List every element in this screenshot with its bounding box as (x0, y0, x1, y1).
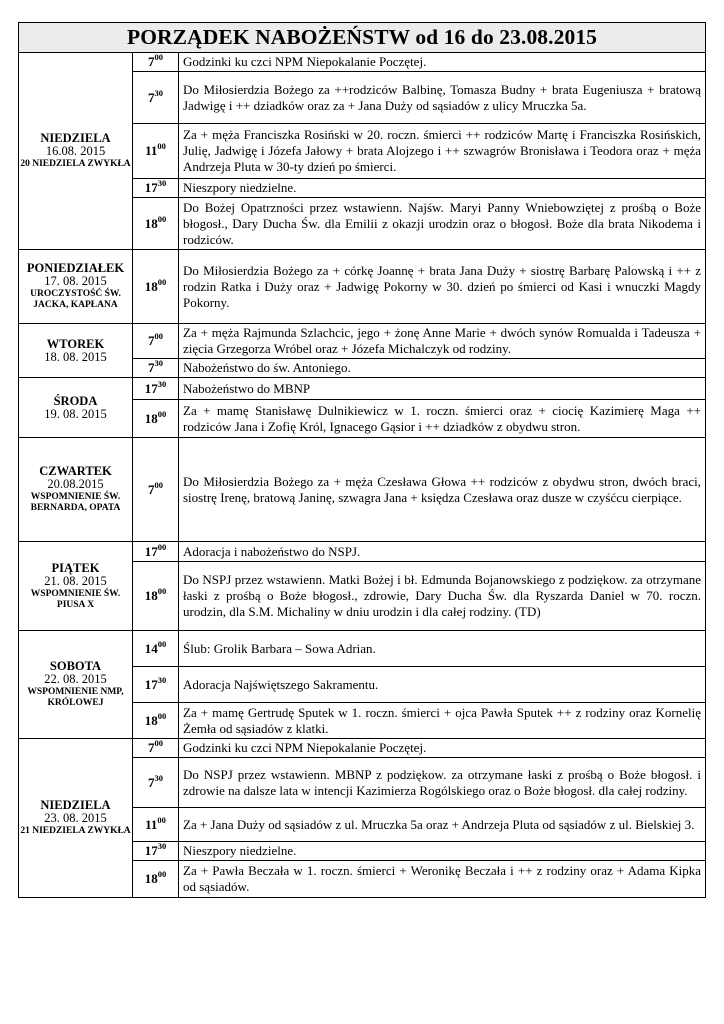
mass-minutes: 00 (157, 276, 167, 287)
day-name: NIEDZIELA (40, 131, 111, 145)
mass-minutes: 30 (157, 841, 167, 851)
mass-intention: Za + Pawła Beczała w 1. roczn. śmierci + Weronikę Beczała i ++ z rodziny oraz + Adama Kipka od sąsiadów. (179, 861, 706, 898)
mass-hour: 11 (145, 143, 158, 158)
mass-time (133, 72, 179, 124)
mass-time (133, 808, 179, 842)
day-date: 21. 08. 2015 (44, 573, 107, 588)
day-name: PIĄTEK (51, 560, 100, 575)
mass-time (133, 631, 179, 667)
schedule-sheet (18, 22, 705, 898)
day-name: WTOREK (46, 336, 105, 351)
mass-intention: Godzinki ku czci NPM Niepokalanie Poczętej. (179, 739, 706, 758)
mass-minutes: 30 (157, 378, 167, 389)
mass-intention: Ślub: Grolik Barbara – Sowa Adrian. (179, 631, 706, 667)
day-name: CZWARTEK (39, 464, 112, 478)
mass-intention: Do Miłosierdzia Bożego za + córkę Joannę + brata Jana Duży + siostrę Barbarę Palowską i ++ z rodzin Ratka i Duży oraz + Jadwigę Pokorny w 30. dzień po śmierci od Kasi i wnuczki Magdy Pokorny. (179, 250, 706, 324)
mass-hour: 17 (144, 676, 158, 692)
mass-time (133, 703, 179, 739)
mass-intention: Nabożeństwo do św. Antoniego. (179, 359, 706, 378)
day-cell (19, 438, 133, 542)
mass-minutes: 00 (157, 408, 167, 419)
mass-hour: 18 (144, 712, 158, 728)
mass-intention: Za + Jana Duży od sąsiadów z ul. Mruczka 5a oraz + Andrzeja Pluta od sąsiadów z ul. Bielskiej 3. (179, 808, 706, 842)
day-name: SOBOTA (49, 659, 102, 673)
day-liturgical-note: UROCZYSTOŚĆ ŚW. JACKA, KAPŁANA (30, 289, 121, 310)
day-liturgical-note: WSPOMNIENIE ŚW. BERNARDA, OPATA (30, 492, 121, 513)
day-name: PONIEDZIAŁEK (26, 261, 125, 275)
day-date: 17. 08. 2015 (44, 274, 107, 288)
day-date: 20.08.2015 (47, 477, 104, 491)
mass-minutes: 00 (157, 141, 166, 151)
mass-intention: Za + męża Rajmunda Szlachcic, jego + żonę Anne Marie + dwóch synów Romualda i Tadeusza + zięcia Grzegorza Wróbel oraz + Józefa Michalczyk od rodziny. (179, 324, 706, 359)
mass-minutes: 30 (157, 674, 167, 685)
mass-hour: 18 (144, 588, 158, 603)
mass-hour: 14 (144, 640, 158, 656)
day-date: 18. 08. 2015 (44, 349, 107, 364)
mass-minutes: 00 (157, 814, 166, 825)
day-date: 23. 08. 2015 (44, 811, 107, 825)
day-cell (19, 378, 133, 438)
mass-minutes: 30 (154, 87, 163, 98)
mass-hour: 7 (148, 54, 155, 69)
mass-hour: 11 (145, 816, 158, 832)
mass-intention: Nieszpory niedzielne. (179, 179, 706, 198)
mass-intention: Adoracja Najświętszego Sakramentu. (179, 667, 706, 703)
mass-hour: 17 (144, 543, 158, 559)
day-cell (19, 739, 133, 898)
mass-hour: 7 (148, 333, 155, 348)
mass-row (19, 250, 706, 324)
mass-time (133, 378, 179, 400)
mass-hour: 17 (144, 843, 158, 858)
mass-intention: Nabożeństwo do MBNP (179, 378, 706, 400)
mass-intention: Za + mamę Stanisławę Dulnikiewicz w 1. roczn. śmierci oraz + ciocię Kazimierę Maga ++ rodziców Jana i Zofię Król, Ignacego Gąsior i ++ dziadków z obydwu stron. (179, 400, 706, 438)
mass-hour: 7 (148, 774, 155, 790)
mass-minutes: 00 (157, 586, 167, 596)
mass-intention: Adoracja i nabożeństwo do NSPJ. (179, 542, 706, 562)
mass-time (133, 861, 179, 898)
mass-hour: 7 (148, 740, 155, 755)
mass-intention: Godzinki ku czci NPM Niepokalanie Poczętej. (179, 53, 706, 72)
mass-intention: Nieszpory niedzielne. (179, 842, 706, 861)
mass-time (133, 400, 179, 438)
mass-time (133, 359, 179, 378)
day-cell (19, 324, 133, 378)
mass-hour: 18 (144, 410, 158, 426)
day-cell (19, 53, 133, 250)
mass-hour: 18 (144, 278, 158, 294)
mass-row (19, 739, 706, 758)
mass-time (133, 198, 179, 250)
schedule-table (18, 22, 706, 898)
mass-hour: 7 (148, 89, 155, 105)
mass-time (133, 758, 179, 808)
mass-minutes: 00 (157, 541, 167, 552)
mass-hour: 7 (148, 481, 155, 497)
mass-hour: 18 (144, 871, 158, 886)
mass-intention: Do NSPJ przez wstawienn. MBNP z podziękow. za otrzymane łaski z prośbą o Boże błogosł. i zdrowie na dalsze lata w intencji Kazimierza Rogólskiego oraz o Boże błogosł. dla całej rodziny. (179, 758, 706, 808)
day-liturgical-note: WSPOMNIENIE ŚW. PIUSA X (30, 588, 121, 610)
mass-hour: 17 (144, 380, 158, 396)
day-date: 16.08. 2015 (45, 144, 106, 158)
mass-time (133, 562, 179, 631)
mass-minutes: 00 (154, 331, 163, 341)
day-liturgical-note: 21 NIEDZIELA ZWYKŁA (20, 826, 131, 836)
mass-time (133, 250, 179, 324)
day-name: NIEDZIELA (40, 798, 111, 812)
mass-minutes: 00 (157, 213, 167, 224)
day-cell (19, 542, 133, 631)
mass-intention: Do Miłosierdzia Bożego za ++rodziców Balbinę, Tomasza Budny + brata Eugeniusza + bratową Jadwigę i ++ dziadków oraz za + Jana Duży od sąsiadów z ulicy Mruczka 5a. (179, 72, 706, 124)
mass-intention: Do Miłosierdzia Bożego za + męża Czesława Głowa ++ rodziców z obydwu stron, dwóch braci, siostrę Irenę, bratową Janinę, szwagra Jana + księdza Czesława oraz dusze w czyśćcu cierpiące. (179, 438, 706, 542)
mass-time (133, 324, 179, 359)
day-date: 22. 08. 2015 (44, 672, 107, 686)
mass-time (133, 842, 179, 861)
mass-time (133, 438, 179, 542)
day-liturgical-note: 20 NIEDZIELA ZWYKŁA (20, 159, 131, 169)
mass-minutes: 30 (157, 178, 167, 188)
mass-minutes: 00 (154, 479, 163, 490)
mass-row (19, 53, 706, 72)
mass-minutes: 30 (154, 358, 163, 368)
mass-row (19, 438, 706, 542)
mass-time (133, 667, 179, 703)
mass-minutes: 00 (154, 52, 163, 62)
mass-time (133, 53, 179, 72)
page-title: PORZĄDEK NABOŻEŃSTW od 16 do 23.08.2015 (19, 23, 706, 53)
mass-intention: Za + męża Franciszka Rosiński w 20. roczn. śmierci ++ rodziców Martę i Franciszka Rosińskich, Julię, Jadwigę i Józefa Jałowy + brata Alojzego i ++ szwagrów Bronisława i Teodora oraz + męża Andrzeja Pluta w 30-ty dzień po śmierci. (179, 124, 706, 179)
title-row (19, 23, 706, 53)
mass-time (133, 739, 179, 758)
mass-row (19, 324, 706, 359)
day-cell (19, 631, 133, 739)
day-date: 19. 08. 2015 (44, 406, 107, 421)
mass-minutes: 00 (157, 869, 167, 879)
mass-intention: Do Bożej Opatrzności przez wstawienn. Najśw. Maryi Panny Wniebowziętej z prośbą o Boże błogosł., Dary Ducha Św. dla Emilii z okazji urodzin oraz o błogosł. Boże dla brata Nikodema i rodziców. (179, 198, 706, 250)
day-name: ŚRODA (53, 393, 98, 408)
mass-minutes: 30 (154, 772, 163, 783)
mass-hour: 7 (148, 360, 155, 375)
mass-time (133, 124, 179, 179)
mass-minutes: 00 (154, 738, 163, 748)
mass-time (133, 542, 179, 562)
mass-time (133, 179, 179, 198)
mass-intention: Do NSPJ przez wstawienn. Matki Bożej i bł. Edmunda Bojanowskiego z podziękow. za otrzymane łaski z prośbą o Boże błogosł., zdrowie, Dary Ducha Św. dla Ryszarda Daniel w 70. roczn. urodzin, dla S.M. Michaliny w dniu urodzin i dla całej rodziny. (TD) (179, 562, 706, 631)
mass-hour: 17 (144, 180, 158, 195)
mass-intention: Za + mamę Gertrudę Sputek w 1. roczn. śmierci + ojca Pawła Sputek ++ z rodziny oraz Kornelię Żemła od sąsiadów z klatki. (179, 703, 706, 739)
mass-minutes: 00 (157, 710, 167, 721)
mass-row (19, 542, 706, 562)
day-liturgical-note: WSPOMNIENIE NMP, KRÓLOWEJ (27, 687, 124, 708)
mass-row (19, 378, 706, 400)
mass-row (19, 631, 706, 667)
mass-minutes: 00 (157, 638, 167, 649)
mass-hour: 18 (144, 215, 158, 231)
day-cell (19, 250, 133, 324)
